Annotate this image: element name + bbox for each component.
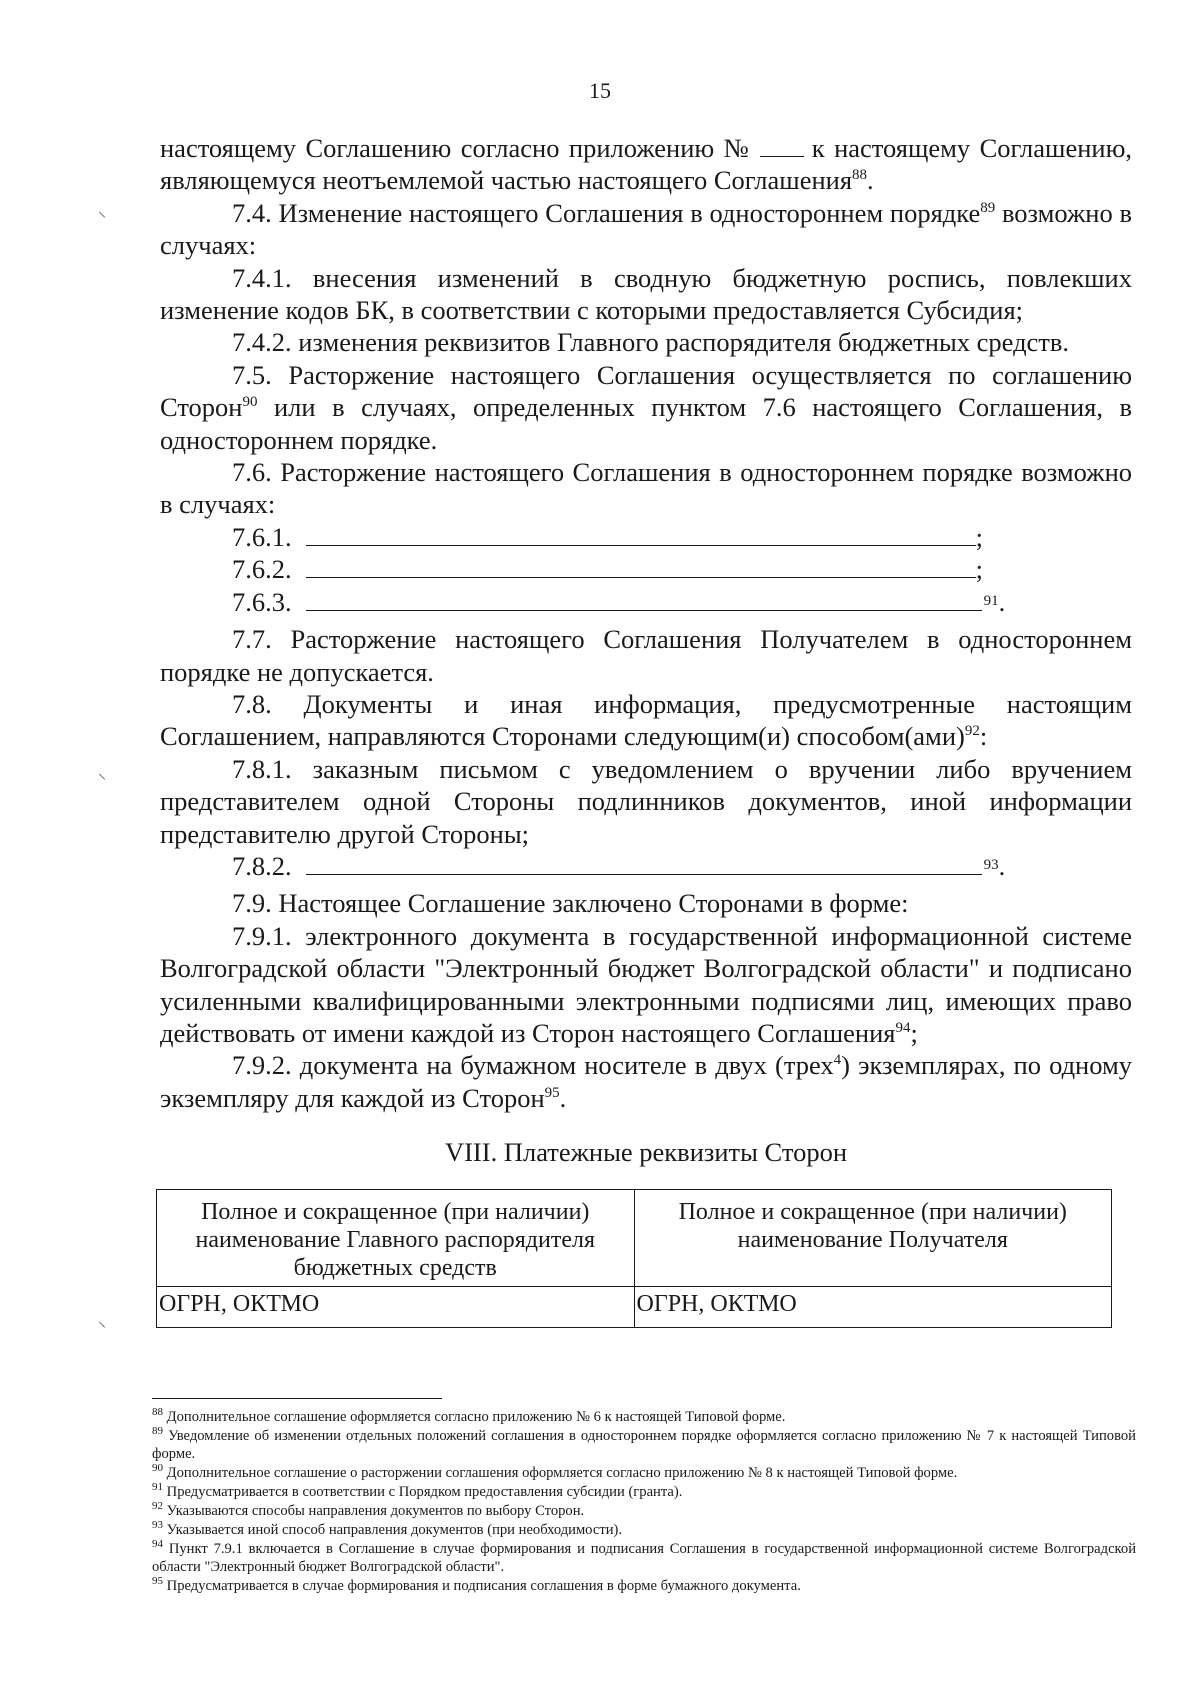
footnote-number: 94 — [152, 1538, 163, 1551]
footnote — [152, 1483, 1136, 1501]
footnote-number: 88 — [152, 1406, 163, 1419]
table-header-left: Полное и сокращенное (при наличии) наименование Главного распорядителя бюджетных средств — [157, 1189, 635, 1286]
footnote-ref-88: 88 — [852, 167, 868, 184]
footnote-number: 92 — [152, 1500, 163, 1513]
table-row — [157, 1286, 1112, 1327]
footnote-ref-95: 95 — [544, 1084, 560, 1101]
paragraph-7-4-2: 7.4.2. изменения реквизитов Главного распорядителя бюджетных средств. — [232, 327, 1070, 358]
table-cell-right: ОГРН, ОКТМО — [634, 1286, 1112, 1327]
footnote-separator — [152, 1398, 442, 1399]
footnote-text: Дополнительное соглашение о расторжении соглашения оформляется согласно приложению № 8 к настоящей Типовой форме. — [166, 1465, 958, 1481]
p75-tail: или в случаях, определенных пунктом 7.6 настоящего Соглашения, в одностороннем порядке. — [160, 392, 1132, 455]
table-row — [157, 1189, 1112, 1286]
blank-line — [306, 850, 982, 875]
paragraph-7-8: 7.8. Документы и иная информация, предусмотренные настоящим Соглашением, направляются Сторонами следующим(и) способом(ами)$^{92}$: — [160, 688, 1132, 752]
footnote-number: 90 — [152, 1462, 163, 1475]
footnote-number: 91 — [152, 1481, 163, 1494]
footnote-text: Указываются способы направления документов по выбору Сторон. — [166, 1503, 585, 1519]
p74-text: 7.4. Изменение настоящего Соглашения в одностороннем порядке — [232, 197, 981, 228]
paragraph-7-4-1: 7.4.1. внесения изменений в сводную бюджетную роспись, повлекших изменение кодов БК, в соответствии с которыми предоставляется Субсидия; — [160, 262, 1132, 326]
fill-line-7-6-3: 7.6.3. 91 . — [232, 586, 1006, 617]
paragraph-7-4 — [160, 197, 1132, 262]
p792-mid: ) экземплярах, по одному экземпляру для каждой из Сторон — [160, 1050, 1132, 1113]
footnote-text: Предусматривается в случае формирования и подписания соглашения в форме бумажного документа. — [166, 1578, 801, 1594]
footnote-ref-91: 91 — [983, 592, 999, 609]
p74-tail: возможно в случаях: — [160, 197, 1132, 261]
paragraph-7-3-continued: настоящему Соглашению согласно приложению № к настоящему Соглашению, являющемуся неотъемлемой частью настоящего Соглашения$^{88}$. — [160, 133, 1132, 196]
footnote-ref-93: 93 — [983, 856, 999, 873]
footnote-number: 93 — [152, 1519, 163, 1532]
footnote — [152, 1408, 1136, 1426]
blank-line — [306, 521, 976, 546]
p1-text: настоящему Соглашению согласно приложению № — [160, 133, 752, 163]
page-number: 15 — [589, 78, 611, 103]
paragraph-7-9-1: 7.9.1. электронного документа в государственной информационной системе Волгоградской области "Электронный бюджет Волгоградской области" и подписано усиленными квалифицированными электронными подписями лиц, имеющих право действовать от имени каждой из Сторон настоящего Соглашения$^{94}$; — [160, 920, 1132, 1048]
requisites-table — [156, 1189, 1112, 1328]
footnote-ref-92: 92 — [964, 723, 980, 740]
table-header-right: Полное и сокращенное (при наличии) наименование Получателя — [634, 1189, 1112, 1286]
footnote-text: Предусматривается в соответствии с Порядком предоставления субсидии (гранта). — [166, 1484, 683, 1500]
footnote — [152, 1427, 1136, 1463]
footnote — [152, 1502, 1136, 1520]
footnote-number: 89 — [152, 1425, 163, 1438]
blank-line — [306, 553, 976, 578]
footnote-number: 95 — [152, 1575, 163, 1588]
p791-text: 7.9.1. электронного документа в государственной информационной системе Волгоградской области "Электронный бюджет Волгоградской области" и подписано усиленными квалифицированными электронными подписями лиц, имеющих право действовать от имени каждой из Сторон настоящего Соглашения — [160, 920, 1132, 1048]
label-7-6-1: 7.6.1. — [232, 521, 292, 552]
footnote-text: Указывается иной способ направления документов (при необходимости). — [166, 1522, 623, 1538]
section-title: VIII. Платежные реквизиты Сторон — [444, 1137, 848, 1168]
scan-mark: ⸌ — [98, 210, 107, 227]
footnote-text: Пункт 7.9.1 включается в Соглашение в случае формирования и подписания Соглашения в государственной информационной системе Волгоградской области "Электронный бюджет Волгоградской области". — [152, 1541, 1137, 1575]
label-7-6-3: 7.6.3. — [232, 586, 292, 617]
p792-text: 7.9.2. документа на бумажном носителе в двух (трех — [232, 1050, 834, 1081]
label-7-8-2: 7.8.2. — [232, 850, 292, 881]
table-cell-left: ОГРН, ОКТМО — [157, 1286, 635, 1327]
p78-text: 7.8. Документы и иная информация, предусмотренные настоящим Соглашением, направляются Сторонами следующим(и) способом(ами) — [160, 688, 1132, 752]
paragraph-7-9-2: 7.9.2. документа на бумажном носителе в двух (трех$^4$) экземплярах, по одному экземпляру для каждой из Сторон$^{95}$. — [160, 1050, 1132, 1113]
footnote — [152, 1577, 1136, 1595]
footnote — [152, 1464, 1136, 1482]
p75-text: 7.5. Расторжение настоящего Соглашения осуществляется по соглашению Сторон — [160, 359, 1132, 423]
footnotes — [152, 1408, 1136, 1596]
document-body — [160, 132, 1132, 1328]
paragraph-7-9: 7.9. Настоящее Соглашение заключено Сторонами в форме: — [232, 888, 909, 919]
paragraph-7-6: 7.6. Расторжение настоящего Соглашения в одностороннем порядке возможно в случаях: — [160, 457, 1132, 520]
p1-tail: к настоящему Соглашению, являющемуся неотъемлемой частью настоящего Соглашения — [160, 133, 1132, 196]
fill-line-7-6-1: 7.6.1. ; — [232, 521, 983, 552]
footnote-text: Дополнительное соглашение оформляется согласно приложению № 6 к настоящей Типовой форме. — [166, 1409, 786, 1425]
fill-line-7-6-2: 7.6.2. ; — [232, 554, 983, 585]
paragraph-7-7: 7.7. Расторжение настоящего Соглашения Получателем в одностороннем порядке не допускается. — [160, 624, 1132, 687]
footnote-ref-90: 90 — [242, 394, 258, 411]
footnote-ref-4: 4 — [833, 1052, 842, 1069]
fill-line-7-8-2: 7.8.2. 93 . — [232, 850, 1006, 881]
appendix-number-blank — [760, 136, 804, 157]
scan-mark: ⸌ — [98, 772, 107, 789]
label-7-6-2: 7.6.2. — [232, 554, 292, 585]
footnote — [152, 1521, 1136, 1539]
footnote — [152, 1540, 1136, 1576]
scan-mark: ⸌ — [98, 1320, 107, 1337]
paragraph-7-8-1: 7.8.1. заказным письмом с уведомлением о вручении либо вручением представителем одной Стороны подлинников документов, иной информации представителю другой Стороны; — [160, 753, 1132, 849]
footnote-ref-89: 89 — [980, 199, 996, 216]
blank-line — [306, 586, 982, 611]
footnote-text: Уведомление об изменении отдельных положений соглашения в одностороннем порядке оформляется согласно приложению № 7 к настоящей Типовой форме. — [152, 1428, 1136, 1462]
paragraph-7-5 — [160, 359, 1132, 456]
footnote-ref-94: 94 — [895, 1020, 911, 1037]
